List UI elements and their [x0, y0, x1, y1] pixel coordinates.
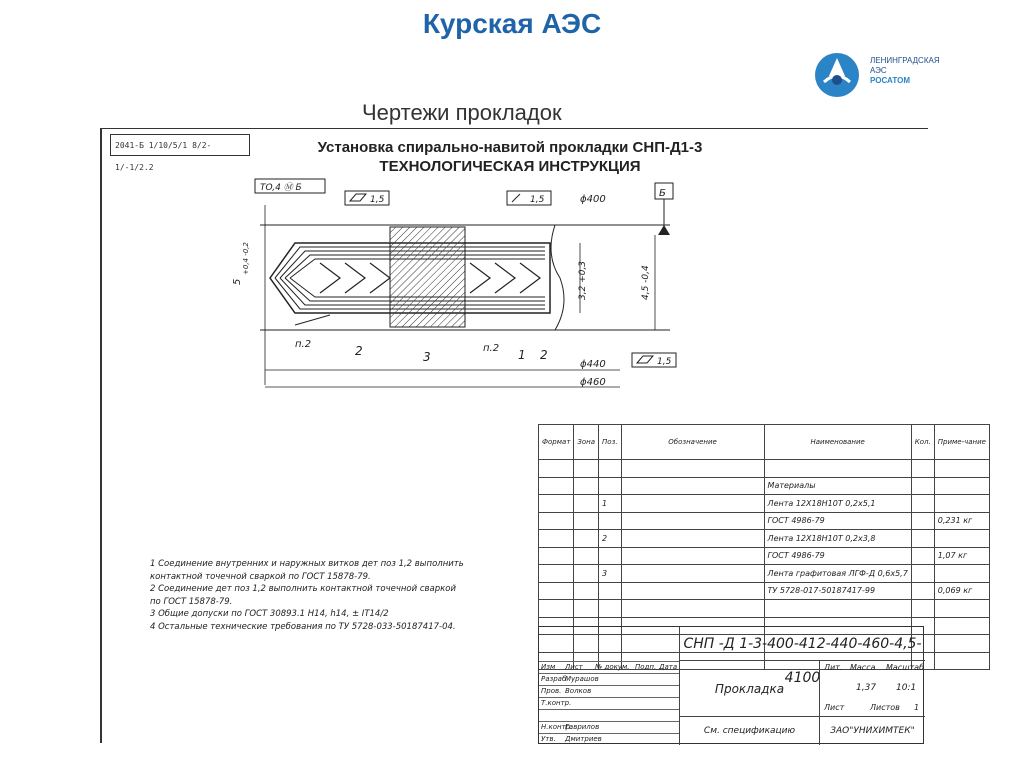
signature-cell-d: Подп.: [635, 663, 657, 671]
spec-cell-name: [764, 600, 911, 618]
spec-row: [539, 600, 990, 618]
spec-cell-designation: [621, 565, 764, 583]
drawing-heading: Чертежи прокладок: [362, 100, 562, 125]
spec-cell-format: [539, 495, 574, 513]
spec-cell-pos: [599, 582, 622, 600]
spec-cell-pos: [599, 547, 622, 565]
spec-row: [539, 477, 990, 495]
spec-header-format: Формат: [539, 425, 574, 460]
logo-text: [870, 56, 940, 86]
mass-label: Масса: [850, 663, 876, 672]
spec-cell-format: [539, 565, 574, 583]
spec-cell-name: [764, 460, 911, 478]
logo-line-2: АЭС: [870, 66, 887, 75]
spec-row: [539, 530, 990, 548]
spec-header-name: Наименование: [764, 425, 911, 460]
title-block-grid: [819, 661, 925, 717]
dim-h5: 5: [232, 278, 243, 285]
spec-cell-note: [934, 460, 989, 478]
spec-cell-format: [539, 530, 574, 548]
spiral-windings: [270, 227, 550, 327]
spec-cell-designation: [621, 460, 764, 478]
spec-row: [539, 460, 990, 478]
dim-d440: ϕ440: [580, 359, 606, 370]
spec-cell-qty: [911, 460, 934, 478]
spec-cell-pos: [599, 477, 622, 495]
spec-cell-format: [539, 477, 574, 495]
spec-cell-qty: [911, 600, 934, 618]
sheet-label: Лист: [824, 703, 845, 712]
spec-cell-pos: 1: [599, 495, 622, 513]
spec-header-zone: Зона: [574, 425, 599, 460]
spec-cell-qty: [911, 477, 934, 495]
title-block-name: Прокладка: [679, 661, 819, 717]
spec-cell-name: ТУ 5728-017-50187417-99: [764, 582, 911, 600]
spec-cell-note: [934, 652, 989, 670]
spec-cell-note: [934, 495, 989, 513]
spec-cell-pos: 3: [599, 565, 622, 583]
lit-label: Лит.: [824, 663, 843, 672]
spec-cell-designation: [621, 600, 764, 618]
title-block-org: ЗАО"УНИХИМТЕК": [819, 717, 925, 745]
signature-cell-a: Утв.: [541, 735, 556, 743]
spec-header-pos: Поз.: [599, 425, 622, 460]
tolerance-text-top-left: TO,4 Ⓜ Б: [260, 183, 302, 193]
dim-h32: 3,2 +0,3: [578, 260, 588, 300]
signature-row: [539, 733, 679, 746]
spec-cell-designation: [621, 512, 764, 530]
spec-cell-format: [539, 600, 574, 618]
spec-header-designation: Обозначение: [621, 425, 764, 460]
leader-3: 3: [423, 350, 431, 364]
spec-cell-zone: [574, 477, 599, 495]
spec-cell-name: ГОСТ 4986-79: [764, 512, 911, 530]
spec-cell-zone: [574, 495, 599, 513]
dim-d400: ϕ400: [580, 194, 606, 205]
title-block-signatures: [539, 661, 679, 745]
leader-p2-left: п.2: [295, 339, 312, 350]
leader-p2-right: п.2: [483, 343, 500, 354]
spec-cell-designation: [621, 477, 764, 495]
spec-row: [539, 547, 990, 565]
spec-cell-zone: [574, 547, 599, 565]
spec-header-qty: Кол.: [911, 425, 934, 460]
spec-cell-note: [934, 635, 989, 653]
spec-cell-designation: [621, 582, 764, 600]
flatness-value-bottom: 1,5: [657, 357, 672, 367]
note-line-6: 4 Остальные технические требования по ТУ 5728-033-50187417-04.: [150, 621, 456, 632]
spec-cell-qty: [911, 582, 934, 600]
technical-notes: [150, 558, 480, 633]
spec-cell-qty: [911, 547, 934, 565]
datum-label: Б: [659, 188, 666, 199]
note-line-5: 3 Общие допуски по ГОСТ 30893.1 Н14, h14, ± IT14/2: [150, 609, 389, 619]
signature-cell-a: Изм: [541, 663, 556, 671]
spec-cell-zone: [574, 582, 599, 600]
spec-cell-name: Материалы: [764, 477, 911, 495]
spec-cell-format: [539, 512, 574, 530]
scale-label: Масштаб: [886, 663, 925, 672]
spec-cell-name: ГОСТ 4986-79: [764, 547, 911, 565]
title-block-sub: См. спецификацию: [679, 717, 819, 745]
drawing-title-line-2: ТЕХНОЛОГИЧЕСКАЯ ИНСТРУКЦИЯ: [379, 158, 641, 175]
note-line-1: 1 Соединение внутренних и наружных витков дет поз 1,2 выполнить: [150, 559, 464, 569]
flatness-value-top: 1,5: [370, 195, 385, 205]
spec-cell-pos: 2: [599, 530, 622, 548]
dim-d460: ϕ460: [580, 377, 606, 388]
drawing-title-line-1: Установка спирально-навитой прокладки СНП-Д1-3: [317, 139, 703, 156]
spec-cell-qty: [911, 512, 934, 530]
spec-cell-note: [934, 617, 989, 635]
logo-line-1: ЛЕНИНГРАДСКАЯ: [870, 56, 940, 65]
runout-frame: [507, 191, 551, 205]
signature-cell-c: № докум.: [595, 663, 630, 671]
spec-cell-designation: [621, 547, 764, 565]
signature-cell-a: Разраб.: [541, 675, 569, 683]
leader-2-right: 2: [540, 348, 548, 362]
spec-cell-format: [539, 582, 574, 600]
spec-cell-zone: [574, 530, 599, 548]
signature-cell-b: Дмитриев: [565, 735, 602, 743]
spec-cell-format: [539, 547, 574, 565]
dim-h5-tol: +0,4 -0,2: [242, 242, 250, 275]
doc-code: 2041-Б 1/10/5/1 8/2-1/-1/2.2: [110, 134, 250, 156]
spec-cell-format: [539, 460, 574, 478]
spec-cell-name: Лента 12Х18Н10Т 0,2х3,8: [764, 530, 911, 548]
note-line-3: 2 Соединение дет поз 1,2 выполнить контактной точечной сваркой: [150, 584, 456, 594]
runout-value: 1,5: [530, 195, 545, 205]
spec-header-row: [539, 425, 990, 460]
title-block: [538, 626, 924, 744]
spec-header-note: Приме-чание: [934, 425, 989, 460]
signature-cell-b: Волков: [565, 687, 592, 695]
mass-value: 1,37: [856, 683, 877, 693]
spec-cell-zone: [574, 512, 599, 530]
signature-cell-a: Т.контр.: [541, 699, 572, 707]
rosatom-atom-icon: [812, 50, 862, 100]
spec-cell-pos: [599, 512, 622, 530]
flatness-frame-bottom: [632, 353, 676, 367]
spec-cell-note: [934, 565, 989, 583]
signature-cell-a: Пров.: [541, 687, 562, 695]
logo-brand: РОСАТОМ: [870, 76, 910, 85]
spec-cell-note: [934, 477, 989, 495]
spec-cell-qty: [911, 565, 934, 583]
spec-cell-name: Лента 12Х18Н10Т 0,2х5,1: [764, 495, 911, 513]
spec-cell-pos: [599, 460, 622, 478]
signature-cell-b: Гаврилов: [565, 723, 600, 731]
spec-cell-designation: [621, 530, 764, 548]
tolerance-frame-top-left: [255, 179, 325, 193]
gasket-section-drawing: [200, 175, 680, 400]
sheets-label: Листов: [870, 703, 900, 712]
signature-cell-b: Мурашов: [565, 675, 599, 683]
note-line-2: контактной точечной сваркой по ГОСТ 15878-79.: [150, 571, 371, 582]
spec-row: [539, 512, 990, 530]
leader-1: 1: [518, 348, 526, 362]
spec-row: [539, 565, 990, 583]
spec-cell-qty: [911, 530, 934, 548]
scale-value: 10:1: [896, 683, 917, 693]
signature-cell-b: Лист: [565, 663, 583, 671]
spec-cell-zone: [574, 565, 599, 583]
spec-cell-qty: [911, 495, 934, 513]
drawing-title: [250, 138, 770, 176]
spec-row: [539, 582, 990, 600]
leader-2-left: 2: [355, 344, 363, 358]
signature-cell-a: Н.контр.: [541, 723, 573, 731]
rosatom-logo: [812, 50, 972, 100]
spec-cell-note: [934, 600, 989, 618]
slide-title: Курская АЭС: [422, 8, 602, 39]
signature-cell-e: Дата: [659, 663, 678, 671]
spec-cell-note: 0,231 кг: [934, 512, 989, 530]
spec-cell-designation: [621, 495, 764, 513]
dim-h45: 4,5 -0,4: [641, 265, 651, 300]
spec-cell-note: [934, 530, 989, 548]
flatness-frame-top: [345, 191, 389, 205]
spec-row: [539, 495, 990, 513]
title-block-code: СНП -Д 1-3-400-412-440-460-4,5-4100: [679, 627, 925, 661]
datum-box: [655, 183, 673, 235]
spec-cell-note: 0,069 кг: [934, 582, 989, 600]
spec-cell-pos: [599, 600, 622, 618]
spec-cell-zone: [574, 600, 599, 618]
spec-cell-zone: [574, 460, 599, 478]
spec-cell-note: 1,07 кг: [934, 547, 989, 565]
spec-cell-name: Лента графитовая ЛГФ-Д 0,6х5,7: [764, 565, 911, 583]
note-line-4: по ГОСТ 15878-79.: [150, 596, 233, 607]
sheets-value: 1: [914, 703, 920, 712]
